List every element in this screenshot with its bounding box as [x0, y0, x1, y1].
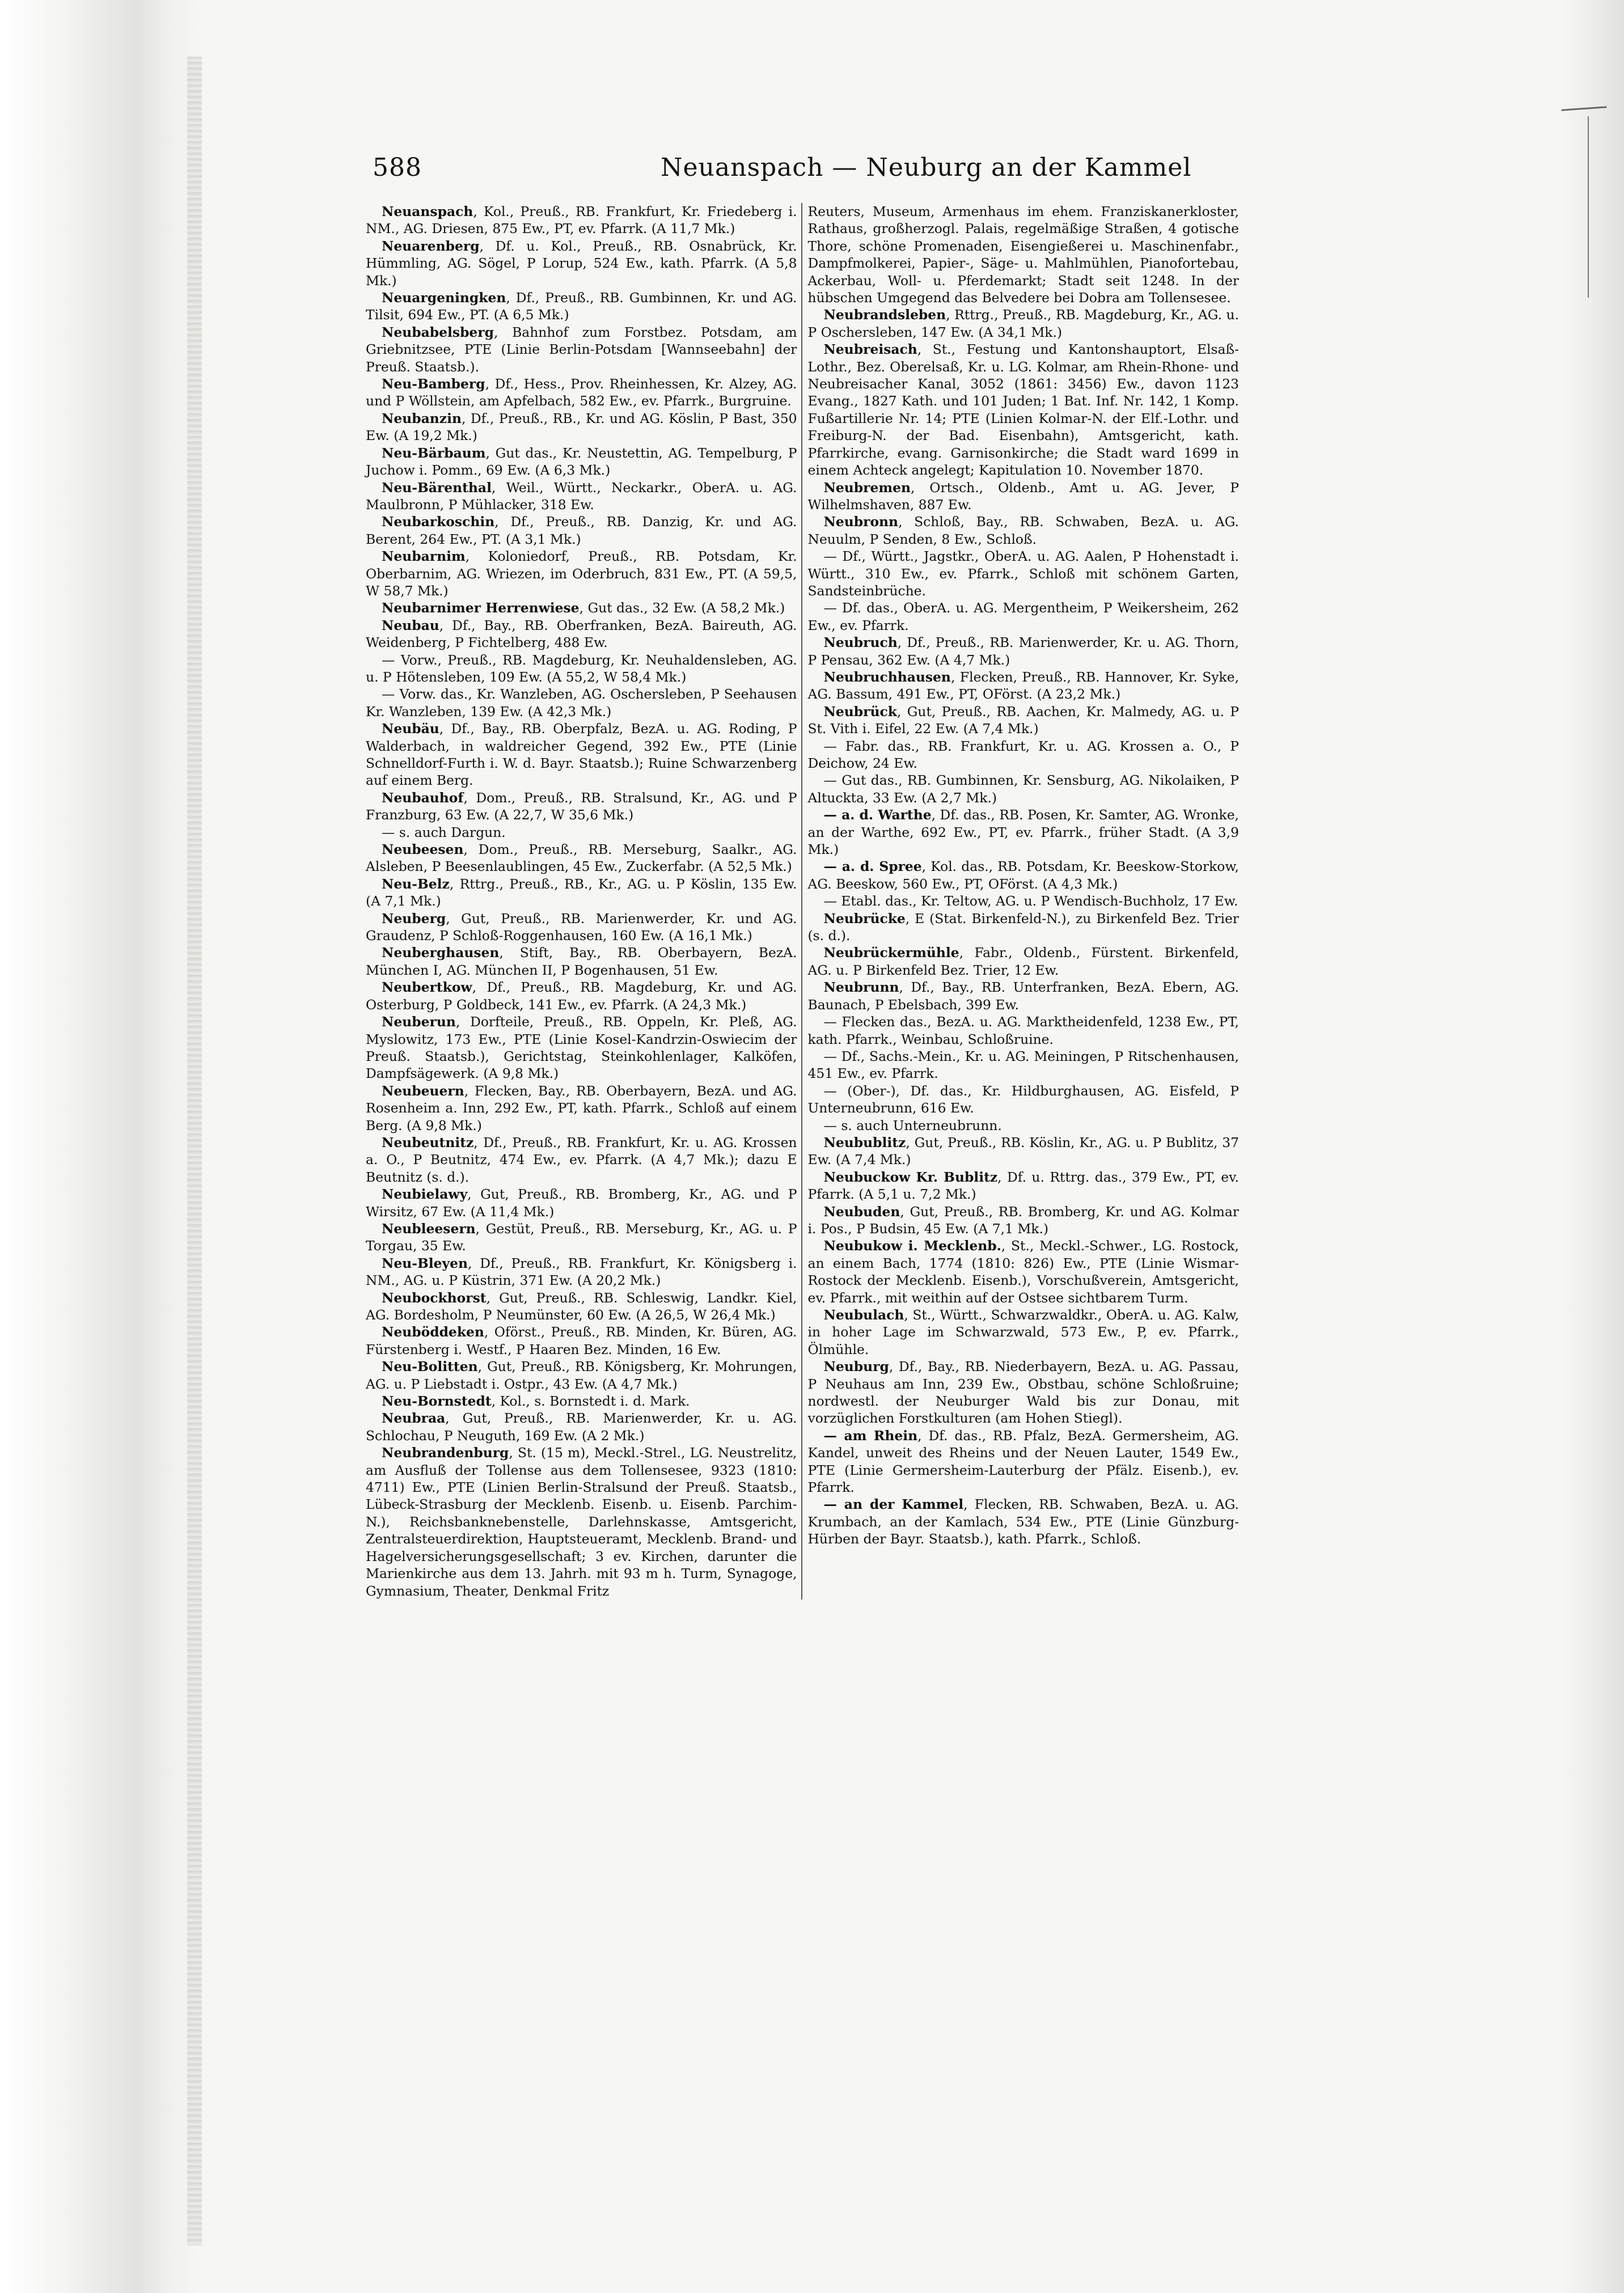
entry-headword: Neuargeningken: [382, 290, 506, 306]
entry-text: , St., Festung und Kantonshauptort, Elsaß-Lothr., Bez. Oberelsaß, Kr. u. LG. Kolmar, am Rhein-Rhone- und Neubreisacher Kanal, 3052 (1861: 3456) Ew., davon 1123 Evang., 1827 Kath. und 101 Juden; 1 Bat. Inf. Nr. 142, 1 Komp. Fußartillerie Nr. 14; PTE (Linien Kolmar-N. der Elf.-Lothr. und Freiburg-N. der Bad. Eisenbahn), Amtsgericht, kath. Pfarrkirche, evang. Garnisonkirche; die Stadt ward 1699 in einem Achteck angelegt; Kapitulation 10. November 1870.: [807, 341, 1239, 479]
gazetteer-entry: [808, 1134, 1240, 1169]
entry-headword: Neu-Bleyen: [382, 1255, 468, 1271]
entry-text: , Df. u. Kol., Preuß., RB. Osnabrück, Kr. Hümmling, AG. Sögel, P Lorup, 524 Ew., kath. Pfarrk. (A 5,8 Mk.): [366, 238, 797, 289]
page-number: 588: [373, 153, 422, 182]
entry-text: — Flecken das., BezA. u. AG. Marktheidenfeld, 1238 Ew., PT, kath. Pfarrk., Weinbau, Schloßruine.: [807, 1014, 1239, 1047]
entry-text: — Df. das., OberA. u. AG. Mergentheim, P Weikersheim, 262 Ew., ev. Pfarrk.: [807, 600, 1239, 633]
entry-headword: Neu-Bornstedt: [382, 1393, 492, 1410]
gazetteer-entry: [808, 1358, 1240, 1427]
gazetteer-entry: [366, 1393, 797, 1410]
entry-text: , Df., Bay., RB. Niederbayern, BezA. u. AG. Passau, P Neuhaus am Inn, 239 Ew., Obstbau, schöne Schloßruine; nordwestl. der Neuburger Wald bis zur Donau, mit vorzüglichen Forstkulturen (am Hohen Stiegl).: [807, 1359, 1239, 1427]
entry-headword: Neuböddeken: [382, 1324, 484, 1340]
entry-text: , E (Stat. Birkenfeld-N.), zu Birkenfeld Bez. Trier (s. d.).: [807, 910, 1239, 944]
gazetteer-entry: [366, 1013, 797, 1082]
gazetteer-entry: [808, 858, 1240, 892]
gazetteer-entry: [808, 306, 1240, 341]
gazetteer-entry: [808, 910, 1240, 945]
entry-headword: Neubrunn: [823, 979, 899, 996]
gazetteer-entry: [366, 1410, 797, 1444]
entry-headword: Neubockhorst: [382, 1289, 487, 1306]
entry-text: , Df., Preuß., RB. Marienwerder, Kr. u. AG. Thorn, P Pensau, 362 Ew. (A 4,7 Mk.): [807, 634, 1239, 668]
entry-headword: Neuarenberg: [382, 238, 480, 254]
gazetteer-entry: [366, 1186, 797, 1220]
gazetteer-entry: [808, 1237, 1240, 1306]
gazetteer-entry: [366, 548, 797, 599]
entry-text: — Fabr. das., RB. Frankfurt, Kr. u. AG. Krossen a. O., P Deichow, 24 Ew.: [807, 738, 1239, 771]
entry-text: , Koloniedorf, Preuß., RB. Potsdam, Kr. Oberbarnim, AG. Wriezen, im Oderbruch, 831 Ew., PT. (A 59,5, W 58,7 Mk.): [366, 548, 797, 599]
entry-headword: Neubreisach: [823, 341, 917, 358]
entry-text: — s. auch Unterneubrunn.: [823, 1117, 1002, 1133]
entry-headword: Neubrück: [823, 703, 897, 720]
gazetteer-entry: [366, 1289, 797, 1324]
entry-headword: — am Rhein: [823, 1427, 918, 1444]
entry-text: , Rttrg., Preuß., RB., Kr., AG. u. P Köslin, 135 Ew. (A 7,1 Mk.): [366, 875, 797, 909]
entry-headword: Neubukow i. Mecklenb.: [823, 1238, 1001, 1254]
gazetteer-entry: [366, 324, 797, 375]
entry-text: , Df., Preuß., RB. Gumbinnen, Kr. und AG. Tilsit, 694 Ew., PT. (A 6,5 Mk.): [366, 290, 797, 323]
gazetteer-entry: [366, 910, 797, 945]
gazetteer-entry: [366, 1134, 797, 1186]
gazetteer-entry: [808, 599, 1240, 634]
gazetteer-entry: [366, 1082, 797, 1134]
gazetteer-entry: [808, 738, 1240, 772]
gazetteer-entry: [808, 669, 1240, 703]
entry-headword: Neuanspach: [382, 204, 473, 219]
entry-headword: Neubleesern: [382, 1220, 476, 1237]
entry-headword: Neubraa: [382, 1410, 446, 1427]
gazetteer-entry: [366, 841, 797, 875]
gazetteer-entry: [366, 289, 797, 324]
entry-text: , Gut, Preuß., RB. Marienwerder, Kr. u. AG. Schlochau, P Neuguth, 169 Ew. (A 2 Mk.): [366, 1410, 797, 1444]
entry-headword: Neubremen: [823, 479, 911, 496]
entry-headword: Neubrandenburg: [382, 1445, 509, 1461]
entry-headword: Neu-Bamberg: [382, 376, 485, 392]
binding-shadow: [187, 57, 202, 2245]
right-column: [801, 203, 1240, 1600]
entry-text: — (Ober-), Df. das., Kr. Hildburghausen, AG. Eisfeld, P Unterneubrunn, 616 Ew.: [807, 1082, 1239, 1116]
gazetteer-entry: [366, 944, 797, 979]
gazetteer-entry: [808, 1203, 1240, 1238]
entry-text: , Oförst., Preuß., RB. Minden, Kr. Büren, AG. Fürstenberg i. Westf., P Haaren Bez. Minden, 16 Ew.: [366, 1324, 797, 1357]
entry-headword: Neubau: [382, 617, 439, 633]
entry-text: , Df., Hess., Prov. Rheinhessen, Kr. Alzey, AG. und P Wöllstein, am Apfelbach, 582 Ew., ev. Pfarrk., Burgruine.: [366, 376, 797, 409]
entry-headword: — a. d. Spree: [823, 858, 922, 875]
entry-text: — Gut das., RB. Gumbinnen, Kr. Sensburg, AG. Nikolaiken, P Altuckta, 33 Ew. (A 2,7 Mk.): [807, 772, 1239, 806]
left-column: [366, 203, 801, 1600]
entry-headword: Neubruch: [823, 634, 898, 651]
gazetteer-entry: [366, 979, 797, 1013]
gazetteer-entry: [808, 1048, 1240, 1082]
gazetteer-entry: [366, 720, 797, 789]
gazetteer-entry: [366, 513, 797, 548]
gazetteer-entry: [808, 1496, 1240, 1547]
entry-headword: Neuberghausen: [382, 945, 500, 961]
gazetteer-entry: [366, 410, 797, 445]
edge-line: [1588, 116, 1589, 298]
gazetteer-entry: [366, 1323, 797, 1358]
entry-headword: Neubronn: [823, 514, 899, 530]
running-title: Neuanspach — Neuburg an der Kammel: [661, 153, 1192, 182]
entry-headword: Neubulach: [823, 1307, 904, 1323]
gazetteer-entry: [808, 548, 1240, 599]
entry-text: , Kol., Preuß., RB. Frankfurt, Kr. Friedeberg i. NM., AG. Driesen, 875 Ew., PT, ev. Pfarrk. (A 11,7 Mk.): [366, 204, 797, 237]
entry-text: Reuters, Museum, Armenhaus im ehem. Franziskanerkloster, Rathaus, großherzogl. Palais, regelmäßige Straßen, 4 gotische Thore, schöne Promenaden, Eisengießerei u. Maschinenfabr., Dampfmolkerei, Papier-, Säge- u. Mahlmühlen, Pianofortebau, Ackerbau, Woll- u. Pferdemarkt; Stadt seit 1248. In der hübschen Umgegend das Belvedere bei Dobra am Tollensesee.: [807, 204, 1239, 306]
gazetteer-entry: [808, 479, 1240, 514]
entry-text: , Flecken, Bay., RB. Oberbayern, BezA. und AG. Rosenheim a. Inn, 292 Ew., PT, kath. Pfarrk., Schloß auf einem Berg. (A 9,8 Mk.): [366, 1082, 797, 1133]
gazetteer-entry: [808, 1169, 1240, 1203]
entry-headword: Neubielawy: [382, 1186, 468, 1203]
gazetteer-entry: [808, 944, 1240, 979]
entry-text: , Dom., Preuß., RB. Merseburg, Saalkr., AG. Alsleben, P Beesenlaublingen, 45 Ew., Zuckerfabr. (A 52,5 Mk.): [366, 841, 797, 875]
gazetteer-entry: [808, 634, 1240, 669]
text-columns: [366, 203, 1239, 1600]
entry-text: , Gut, Preuß., RB. Köslin, Kr., AG. u. P Bublitz, 37 Ew. (A 7,4 Mk.): [807, 1134, 1239, 1168]
entry-headword: Neubeesen: [382, 841, 464, 858]
entry-text: , Bahnhof zum Forstbez. Potsdam, am Griebnitzsee, PTE (Linie Berlin-Potsdam [Wannseebahn] der Preuß. Staatsb.).: [366, 324, 797, 375]
gazetteer-entry: [366, 445, 797, 479]
gazetteer-entry: [808, 806, 1240, 858]
entry-text: , Rttrg., Preuß., RB. Magdeburg, Kr., AG. u. P Oschersleben, 147 Ew. (A 34,1 Mk.): [807, 307, 1239, 340]
entry-text: , Df., Preuß., RB. Danzig, Kr. und AG. Berent, 264 Ew., PT. (A 3,1 Mk.): [366, 514, 797, 547]
entry-text: , Df., Preuß., RB., Kr. und AG. Köslin, P Bast, 350 Ew. (A 19,2 Mk.): [366, 410, 797, 444]
entry-headword: Neubeuern: [382, 1082, 464, 1099]
entry-headword: Neubruchhausen: [823, 669, 951, 685]
entry-headword: — an der Kammel: [823, 1496, 964, 1513]
entry-text: , Df., Preuß., RB. Frankfurt, Kr. u. AG. Krossen a. O., P Beutnitz, 474 Ew., ev. Pfarrk. (A 4,7 Mk.); dazu E Beutnitz (s. d.).: [366, 1134, 797, 1185]
gazetteer-entry: [808, 1427, 1240, 1496]
entry-headword: Neubeutnitz: [382, 1134, 474, 1150]
entry-headword: Neu-Bärenthal: [382, 479, 492, 496]
entry-text: , Weil., Württ., Neckarkr., OberA. u. AG. Maulbronn, P Mühlacker, 318 Ew.: [366, 479, 797, 513]
entry-text: — Df., Sachs.-Mein., Kr. u. AG. Meiningen, P Ritschenhausen, 451 Ew., ev. Pfarrk.: [807, 1048, 1239, 1082]
gazetteer-entry: [366, 824, 797, 841]
entry-text: , St., Württ., Schwarzwaldkr., OberA. u. AG. Kalw, in hoher Lage im Schwarzwald, 573 Ew., P, ev. Pfarrk., Ölmühle.: [807, 1307, 1239, 1357]
gazetteer-entry: [808, 341, 1240, 479]
entry-text: , Flecken, RB. Schwaben, BezA. u. AG. Krumbach, an der Kamlach, 534 Ew., PTE (Linie Günzburg-Hürben der Bayr. Staatsb.), kath. Pfarrk., Schloß.: [807, 1496, 1239, 1547]
entry-headword: Neubarkoschin: [382, 514, 495, 530]
entry-headword: Neubrückermühle: [823, 945, 959, 961]
entry-headword: Neuburg: [823, 1359, 889, 1375]
entry-headword: Neubanzin: [382, 410, 462, 426]
entry-text: , Df., Bay., RB. Oberpfalz, BezA. u. AG. Roding, P Walderbach, in waldreicher Gegend, 392 Ew., PTE (Linie Schnelldorf-Furth i. W. d. Bayr. Staatsb.); Ruine Schwarzenberg auf einem Berg.: [366, 721, 797, 789]
gazetteer-entry: [366, 1220, 797, 1255]
entry-headword: Neuberg: [382, 910, 446, 926]
entry-text: , Gut, Preuß., RB. Königsberg, Kr. Mohrungen, AG. u. P Liebstadt i. Ostpr., 43 Ew. (A 4,7 Mk.): [366, 1359, 797, 1392]
entry-text: , Dom., Preuß., RB. Stralsund, Kr., AG. und P Franzburg, 63 Ew. (A 22,7, W 35,6 Mk.): [366, 789, 797, 823]
gazetteer-entry: [366, 875, 797, 910]
page-edge: [1562, 0, 1624, 2293]
entry-text: , Gut, Preuß., RB. Aachen, Kr. Malmedy, AG. u. P St. Vith i. Eifel, 22 Ew. (A 7,4 Mk.): [807, 703, 1239, 737]
entry-headword: Neubrandsleben: [823, 307, 946, 323]
entry-headword: Neubuckow Kr. Bublitz: [823, 1169, 998, 1185]
entry-text: — Vorw. das., Kr. Wanzleben, AG. Oschersleben, P Seehausen Kr. Wanzleben, 139 Ew. (A 42,3 Mk.): [366, 686, 797, 720]
gazetteer-entry: [808, 1306, 1240, 1358]
entry-headword: Neubarnim: [382, 548, 466, 565]
entry-text: , Df., Bay., RB. Oberfranken, BezA. Baireuth, AG. Weidenberg, P Fichtelberg, 488 Ew.: [366, 617, 797, 651]
entry-text: , Df., Bay., RB. Unterfranken, BezA. Ebern, AG. Baunach, P Ebelsbach, 399 Ew.: [807, 979, 1239, 1013]
gazetteer-entry: [366, 617, 797, 651]
gazetteer-entry: [808, 1082, 1240, 1117]
gazetteer-entry: [366, 789, 797, 824]
gazetteer-entry: [808, 1013, 1240, 1048]
entry-text: , Df. das., RB. Posen, Kr. Samter, AG. Wronke, an der Warthe, 692 Ew., PT, ev. Pfarrk., früher Stadt. (A 3,9 Mk.): [807, 807, 1239, 858]
entry-headword: Neubauhof: [382, 789, 464, 806]
gazetteer-entry: [808, 1117, 1240, 1134]
entry-text: , Ortsch., Oldenb., Amt u. AG. Jever, P Wilhelmshaven, 887 Ew.: [807, 479, 1239, 513]
entry-text: , Gut, Preuß., RB. Bromberg, Kr., AG. und P Wirsitz, 67 Ew. (A 11,4 Mk.): [366, 1186, 797, 1220]
entry-text: , Df., Preuß., RB. Magdeburg, Kr. und AG. Osterburg, P Goldbeck, 141 Ew., ev. Pfarrk. (A 24,3 Mk.): [366, 979, 797, 1013]
gazetteer-entry: [808, 203, 1240, 306]
entry-headword: Neubarnimer Herrenwiese: [382, 600, 580, 616]
entry-text: — s. auch Dargun.: [382, 824, 506, 840]
binding-gutter: [0, 0, 204, 2293]
entry-text: , Gut das., 32 Ew. (A 58,2 Mk.): [579, 600, 785, 616]
entry-text: , Gut das., Kr. Neustettin, AG. Tempelburg, P Juchow i. Pomm., 69 Ew. (A 6,3 Mk.): [366, 445, 797, 479]
gazetteer-entry: [366, 479, 797, 514]
entry-headword: Neubabelsberg: [382, 324, 494, 340]
entry-text: , Flecken, Preuß., RB. Hannover, Kr. Syke, AG. Bassum, 491 Ew., PT, OFörst. (A 23,2 Mk.): [807, 669, 1239, 703]
entry-text: , Schloß, Bay., RB. Schwaben, BezA. u. AG. Neuulm, P Senden, 8 Ew., Schloß.: [807, 514, 1239, 547]
entry-headword: Neubuden: [823, 1203, 900, 1220]
gazetteer-entry: [366, 203, 797, 238]
entry-text: — Etabl. das., Kr. Teltow, AG. u. P Wendisch-Buchholz, 17 Ew.: [823, 893, 1238, 909]
entry-text: — Df., Württ., Jagstkr., OberA. u. AG. Aalen, P Hohenstadt i. Württ., 310 Ew., ev. Pfarrk., Schloß mit schönem Garten, Sandsteinbrüche.: [807, 548, 1239, 599]
gazetteer-entry: [808, 513, 1240, 548]
entry-text: , Dorfteile, Preuß., RB. Oppeln, Kr. Pleß, AG. Myslowitz, 173 Ew., PTE (Linie Kosel-Kandrzin-Oswiecim der Preuß. Staatsb.), Gerichtstag, Steinkohlenlager, Kalköfen, Dampfsägewerk. (A 9,8 Mk.): [366, 1014, 797, 1082]
entry-text: , St., Meckl.-Schwer., LG. Rostock, an einem Bach, 1774 (1810: 826) Ew., PTE (Linie Wismar-Rostock der Mecklenb. Eisenb.), Vorschußverein, Amtsgericht, ev. Pfarrk., mit weithin auf der Ostsee sichtbarem Turm.: [807, 1238, 1239, 1306]
page-header: [366, 153, 1239, 193]
gazetteer-entry: [808, 772, 1240, 806]
entry-text: , Gut, Preuß., RB. Schleswig, Landkr. Kiel, AG. Bordesholm, P Neumünster, 60 Ew. (A 26,5, W 26,4 Mk.): [366, 1289, 797, 1323]
entry-text: , Gut, Preuß., RB. Bromberg, Kr. und AG. Kolmar i. Pos., P Budsin, 45 Ew. (A 7,1 Mk.): [807, 1203, 1239, 1237]
entry-text: , Stift, Bay., RB. Oberbayern, BezA. München I, AG. München II, P Bogenhausen, 51 Ew.: [366, 945, 797, 978]
gazetteer-entry: [366, 238, 797, 289]
gazetteer-entry: [366, 686, 797, 720]
entry-headword: Neubäu: [382, 721, 439, 737]
gazetteer-entry: [808, 703, 1240, 738]
entry-text: , Gut, Preuß., RB. Marienwerder, Kr. und AG. Graudenz, P Schloß-Roggenhausen, 160 Ew. (A 16,1 Mk.): [366, 910, 797, 944]
entry-headword: Neu-Belz: [382, 875, 450, 892]
gazetteer-entry: [366, 599, 797, 616]
entry-headword: Neubublitz: [823, 1134, 906, 1150]
entry-text: , Df. u. Rttrg. das., 379 Ew., PT, ev. Pfarrk. (A 5,1 u. 7,2 Mk.): [807, 1169, 1239, 1203]
entry-headword: Neubrücke: [823, 910, 906, 926]
entry-headword: Neu-Bolitten: [382, 1359, 478, 1375]
entry-text: , Kol., s. Bornstedt i. d. Mark.: [491, 1393, 690, 1410]
gazetteer-entry: [808, 979, 1240, 1013]
entry-text: , Kol. das., RB. Potsdam, Kr. Beeskow-Storkow, AG. Beeskow, 560 Ew., PT, OFörst. (A 4,3 Mk.): [807, 858, 1239, 892]
entry-text: , St. (15 m), Meckl.-Strel., LG. Neustrelitz, am Ausfluß der Tollense aus dem Tollensesee, 9323 (1810: 4711) Ew., PTE (Linien Berlin-Stralsund der Preuß. Staatsb., Lübeck-Strasburg der Mecklenb. Eisenb. u. Eisenb. Parchim-N.), Reichsbanknebenstelle, Darlehnskasse, Amtsgericht, Zentralsteuerdirektion, Hauptsteueramt, Mecklenb. Brand- und Hagelversicherungsgesellschaft; 3 ev. Kirchen, darunter die Marienkirche aus dem 13. Jahrh. mit 93 m h. Turm, Synagoge, Gymnasium, Theater, Denkmal Fritz: [366, 1445, 797, 1599]
gazetteer-entry: [366, 1444, 797, 1600]
entry-headword: Neu-Bärbaum: [382, 445, 486, 461]
gazetteer-entry: [808, 892, 1240, 909]
document-page: [366, 153, 1239, 1600]
entry-headword: Neubertkow: [382, 979, 472, 996]
entry-text: , Fabr., Oldenb., Fürstent. Birkenfeld, AG. u. P Birkenfeld Bez. Trier, 12 Ew.: [807, 945, 1239, 978]
entry-text: — Vorw., Preuß., RB. Magdeburg, Kr. Neuhaldensleben, AG. u. P Hötensleben, 109 Ew. (A 55,2, W 58,4 Mk.): [366, 651, 797, 685]
gazetteer-entry: [366, 375, 797, 410]
entry-text: , Gestüt, Preuß., RB. Merseburg, Kr., AG. u. P Torgau, 35 Ew.: [366, 1220, 797, 1254]
gazetteer-entry: [366, 651, 797, 686]
entry-text: , Df. das., RB. Pfalz, BezA. Germersheim, AG. Kandel, unweit des Rheins und der Neuen Lauter, 1549 Ew., PTE (Linie Germersheim-Lauterburg der Pfälz. Eisenb.), ev. Pfarrk.: [807, 1427, 1239, 1496]
gazetteer-entry: [366, 1358, 797, 1393]
entry-headword: — a. d. Warthe: [823, 807, 932, 823]
entry-headword: Neuberun: [382, 1014, 456, 1030]
gazetteer-entry: [366, 1255, 797, 1289]
entry-text: , Df., Preuß., RB. Frankfurt, Kr. Königsberg i. NM., AG. u. P Küstrin, 371 Ew. (A 20,2 Mk.): [366, 1255, 797, 1289]
